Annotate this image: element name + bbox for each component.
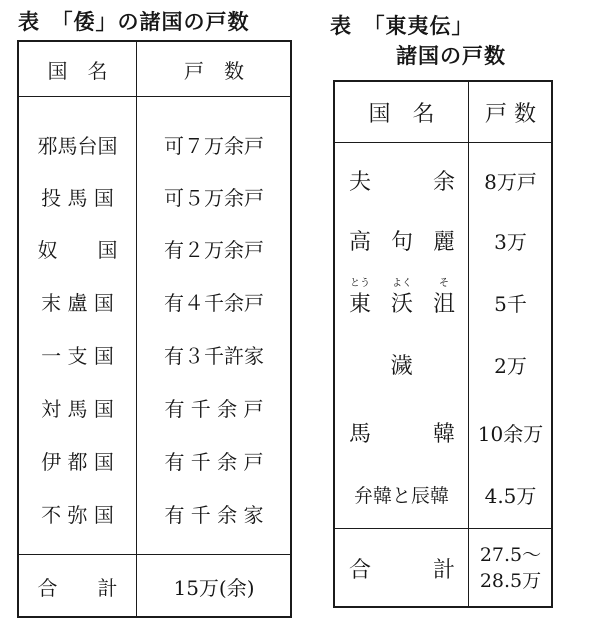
right-row-name-char: [349, 277, 372, 318]
left-row-name: 一 支 国: [41, 343, 114, 368]
left-row-households: 有４千余戸: [164, 290, 264, 315]
right-row-households: 8万戸: [484, 169, 537, 194]
right-row-name: [349, 404, 455, 460]
right-row-name-char: 馬: [349, 421, 372, 447]
kanji: 東: [349, 291, 372, 317]
right-row-households: 10余万: [477, 421, 544, 446]
left-total-households: 15万(余): [173, 575, 255, 600]
left-row-households: 有３千許家: [164, 343, 264, 368]
right-total-name: [349, 532, 455, 604]
right-total-name-char: 合: [349, 557, 372, 583]
kanji: 沮: [432, 291, 455, 317]
right-row-name-char: 高: [349, 229, 372, 255]
right-row-households: 3万: [494, 229, 527, 254]
right-table-title-line1: 表 「東夷伝」: [330, 14, 474, 38]
right-table: [333, 80, 553, 608]
right-table-title-line2: 諸国の戸数: [396, 44, 506, 68]
left-table-title: 表 「倭」の諸国の戸数: [18, 10, 250, 34]
right-row-name-char: [432, 277, 455, 318]
left-total-divider: [19, 554, 290, 555]
right-row-name-char: [390, 277, 413, 318]
left-row-name: 末 盧 国: [41, 290, 114, 315]
left-row-name: 邪馬台国: [37, 133, 118, 158]
left-row-name: 奴 国: [37, 237, 118, 262]
left-row-households: 可７万余戸: [164, 133, 264, 158]
right-total-households-line2: 28.5万: [479, 570, 542, 592]
right-row-name-char: 韓: [432, 421, 455, 447]
right-row-name-char: 余: [432, 169, 455, 195]
right-row-households: 4.5万: [484, 483, 537, 508]
right-row-name: [335, 336, 468, 392]
furigana: そ: [438, 277, 449, 289]
kanji: 沃: [390, 291, 413, 317]
right-row-name-char: 弁韓と辰韓: [353, 484, 449, 507]
left-header-households: 戸 数: [184, 58, 244, 83]
right-total-households: [468, 532, 553, 604]
left-row-households: 有 千 余 戸: [164, 396, 264, 421]
right-row-households: 5千: [494, 291, 527, 316]
right-row-name: [349, 212, 455, 268]
right-row-name-char: 夫: [349, 169, 372, 195]
left-header-divider: [19, 96, 290, 97]
left-row-name: 不 弥 国: [41, 502, 114, 527]
left-row-name: 伊 都 国: [41, 449, 114, 474]
right-total-households-line1: 27.5～: [479, 544, 542, 566]
right-row-households: 2万: [494, 353, 527, 378]
left-row-households: 有２万余戸: [164, 237, 264, 262]
left-row-name: 投 馬 国: [41, 185, 114, 210]
left-header-name: 国 名: [47, 58, 108, 83]
furigana: とう: [350, 277, 370, 289]
left-row-name: 対 馬 国: [41, 396, 114, 421]
right-header-households: 戸 数: [485, 101, 536, 127]
furigana: よく: [391, 277, 412, 289]
right-total-name-char: 計: [432, 557, 455, 583]
left-total-name: 合 計: [37, 575, 118, 600]
right-header-divider: [335, 142, 551, 143]
right-row-name: [335, 466, 468, 522]
right-row-name-char: 句: [390, 229, 413, 255]
right-header-name: 国 名: [368, 101, 435, 127]
left-table: [17, 40, 292, 618]
right-row-name: [349, 152, 455, 208]
right-total-divider: [335, 528, 551, 529]
right-row-name: [349, 274, 455, 330]
left-row-households: 有 千 余 戸: [164, 449, 264, 474]
left-row-households: 可５万余戸: [164, 185, 264, 210]
left-row-households: 有 千 余 家: [164, 502, 264, 527]
right-row-name-char: 麗: [432, 229, 455, 255]
right-row-name-char: 濊: [390, 353, 413, 379]
